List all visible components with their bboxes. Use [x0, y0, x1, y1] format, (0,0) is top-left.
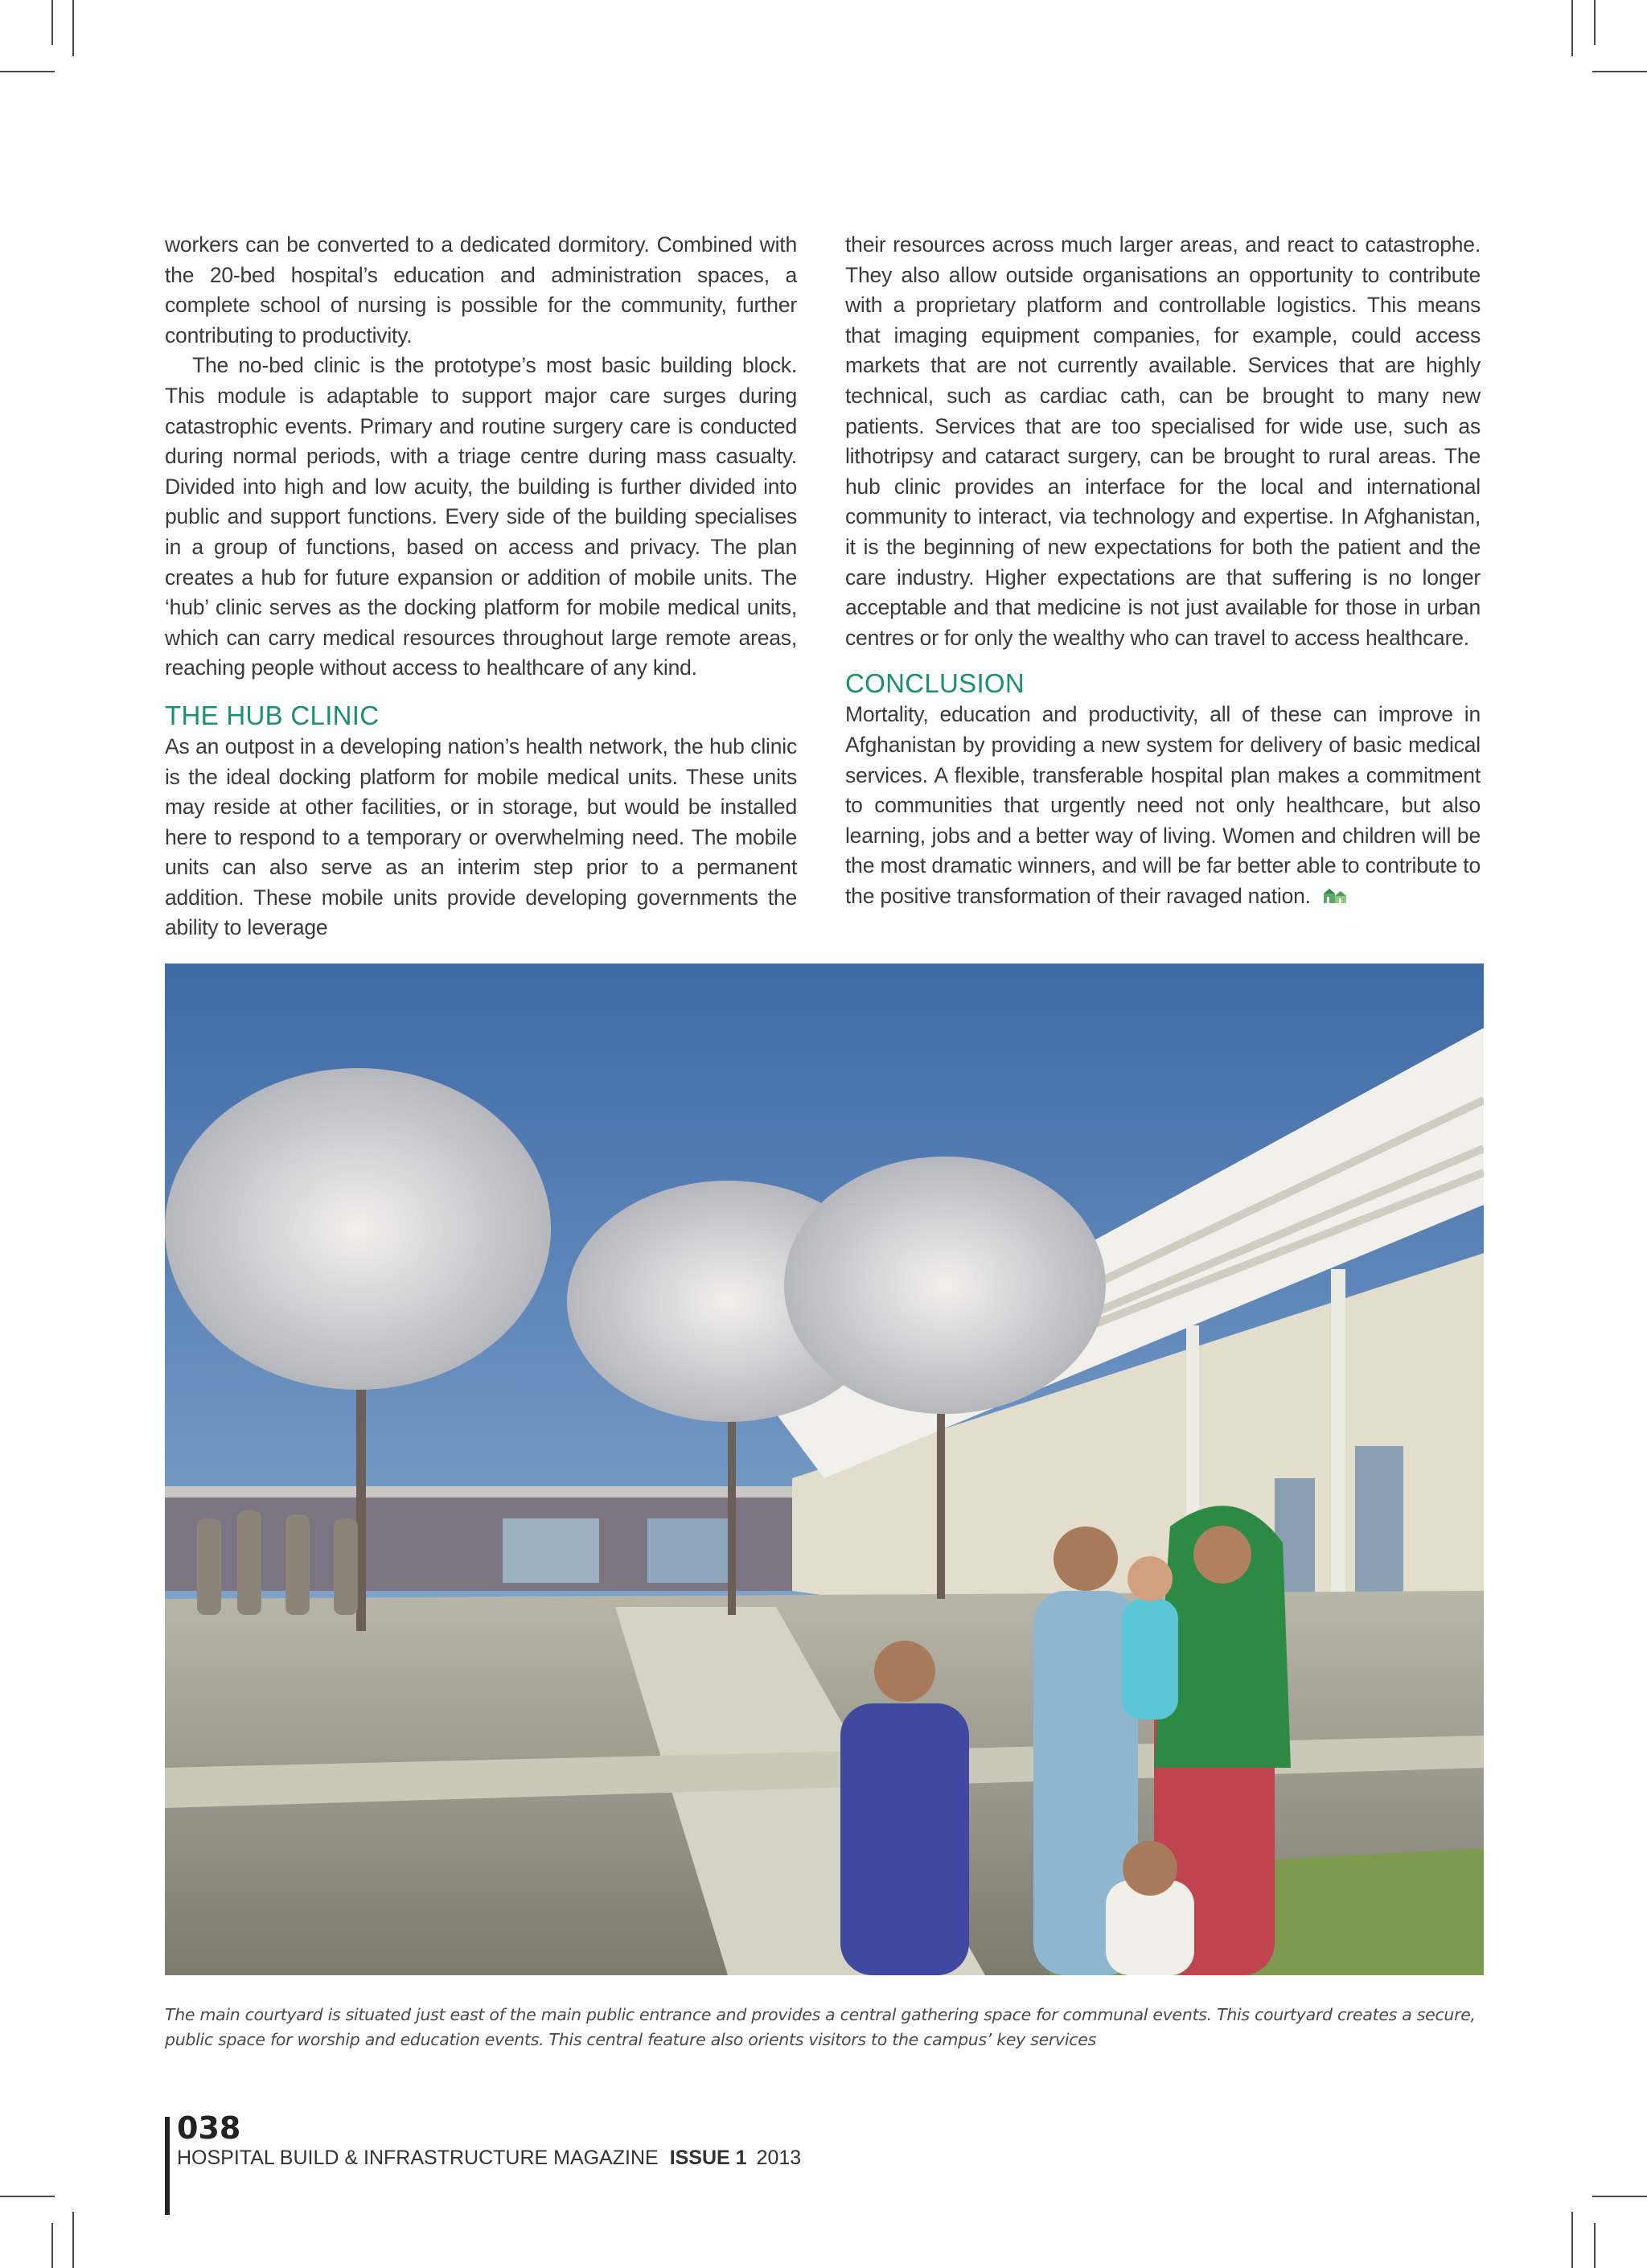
footer-publication: [177, 2147, 801, 2170]
crop-mark: [0, 2196, 55, 2197]
body-paragraph-conclusion: [845, 700, 1481, 911]
figure-caption: The main courtyard is situated just east of the main public entrance and provides a central gathering space for communal events. This courtyard creates a secure, public space for worship and education events. This central feature also orients visitors to the campus’ key services: [165, 2005, 1476, 2049]
issue-label: ISSUE 1: [669, 2147, 747, 2169]
crop-mark: [51, 0, 53, 45]
courtyard-illustration: [165, 963, 1484, 1975]
body-paragraph: As an outpost in a developing nation’s health network, the hub clinic is the ideal docking platform for mobile medical units. These units may reside at other facilities, or in storage, but would be installed here to respond to a temporary or overwhelming need. The mobile units can also serve as an interim step prior to a permanent addition. These mobile units provide developing governments the ability to leverage: [165, 733, 797, 940]
left-column: [165, 230, 797, 943]
page-number: 038: [177, 2110, 241, 2146]
magazine-name: HOSPITAL BUILD & INFRASTRUCTURE MAGAZINE: [177, 2147, 659, 2169]
conclusion-text: Mortality, education and productivity, all of these can improve in Afghanistan by providing a new system for delivery of basic medical services. A flexible, transferable hospital plan makes a commitment to communities that urgently need not only healthcare, but also learning, jobs and a better way of living. Women and children will be the most dramatic winners, and will be far better able to contribute to the positive transformation of their ravaged nation.: [845, 702, 1481, 908]
crop-mark: [1592, 2196, 1647, 2197]
courtyard-rendering-image: [165, 963, 1484, 1975]
crop-mark: [72, 0, 74, 56]
footer-rule: [165, 2117, 170, 2215]
right-column: [845, 230, 1481, 911]
section-heading-hub-clinic: THE HUB CLINIC: [165, 700, 380, 730]
crop-mark: [0, 71, 55, 72]
crop-mark: [72, 2212, 74, 2268]
issue-year: 2013: [756, 2147, 802, 2169]
crop-mark: [1594, 0, 1596, 45]
body-paragraph: workers can be converted to a dedicated dormitory. Combined with the 20-bed hospital’s education and administration spaces, a complete school of nursing is possible for the community, further contributing to productivity.: [165, 232, 797, 347]
building-end-mark-icon: [1322, 883, 1348, 901]
body-paragraph: their resources across much larger areas, and react to catastrophe. They also allow outside organisations an opportunity to contribute with a proprietary platform and controllable logistics. This means that imaging equipment companies, for example, could access markets that are not currently available. Services that are highly technical, such as cardiac cath, can be brought to many new patients. Services that are too specialised for wide use, such as lithotripsy and cataract surgery, can be brought to rural areas. The hub clinic provides an interface for the local and international community to interact, via technology and expertise. In Afghanistan, it is the beginning of new expectations for both the patient and the care industry. Higher expectations are that suffering is no longer acceptable and that medicine is not just available for those in urban centres or for only the wealthy who can travel to access healthcare.: [845, 232, 1481, 650]
crop-mark: [1592, 71, 1647, 72]
crop-mark: [1571, 0, 1573, 56]
crop-mark: [1594, 2223, 1596, 2268]
crop-mark: [51, 2223, 53, 2268]
body-paragraph: The no-bed clinic is the prototype’s most basic building block. This module is adaptable to support major care surges during catastrophic events. Primary and routine surgery care is conducted during normal periods, with a triage centre during mass casualty. Divided into high and low acuity, the building is further divided into public and support functions. Every side of the building specialises in a group of functions, based on access and privacy. The plan creates a hub for future expansion or addition of mobile units. The ‘hub’ clinic serves as the docking platform for mobile medical units, which can carry medical resources throughout large remote areas, reaching people without access to healthcare of any kind.: [165, 353, 797, 680]
section-heading-conclusion: CONCLUSION: [845, 668, 1025, 699]
crop-mark: [1571, 2212, 1573, 2268]
